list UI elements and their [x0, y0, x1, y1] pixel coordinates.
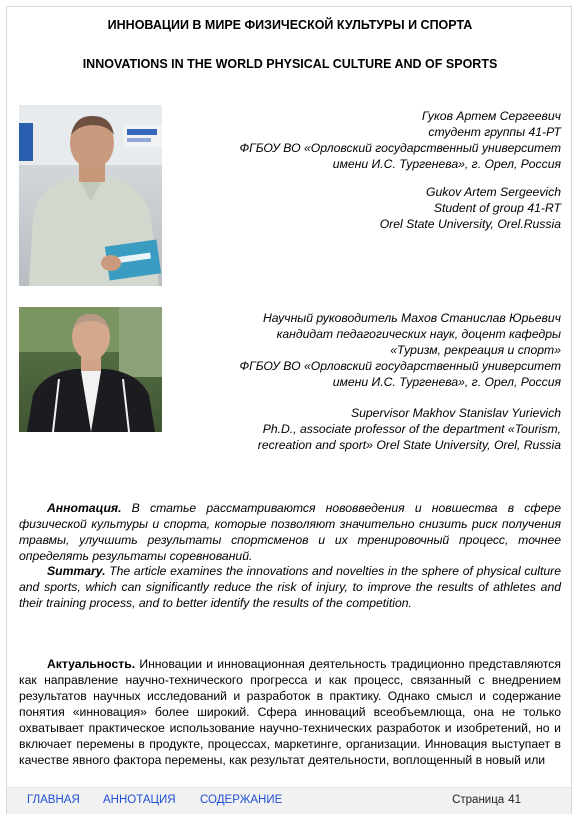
author2-info-en: [258, 405, 561, 453]
abstract-ru-text: В статье рассматриваются нововведения и новшества в сфере физической культуры и спорта, которые позволяют значительно снизить риск получения травмы, улучшить результаты спортсменов и их тренировочный процесс, точнее определять результаты соревнований.: [19, 501, 561, 563]
article-title-ru: ИННОВАЦИИ В МИРЕ ФИЗИЧЕСКОЙ КУЛЬТУРЫ И СПОРТА: [107, 18, 473, 32]
article-title-en: INNOVATIONS IN THE WORLD PHYSICAL CULTURE AND OF SPORTS: [82, 57, 498, 71]
author2-name-ru: Научный руководитель Махов Станислав Юрьевич: [263, 311, 561, 325]
page-number: 41: [508, 794, 521, 806]
body-relevance-text: Инновации и инновационная деятельность традиционно представляются как направление научно-технического прогресса и как процесс, связанный с внедрением результатов научных исследований и разработок в практику. Однако смысл и содержание понятия «инновация» более широкий. Сфера инноваций всеобъемлюща, она не только охватывает практическое использование научно-технических разработок и изобретений, но и включает перемены в продукте, процессах, маркетинге, организации. Инновация выступает в качестве явного фактора перемены, как результат деятельности, воплощенный в новый или: [19, 657, 561, 767]
nav-contents-link[interactable]: СОДЕРЖАНИЕ: [200, 794, 283, 806]
author1-location-ru: имени И.С. Тургенева», г. Орел, Россия: [332, 157, 561, 171]
abstract-en-label: Summary.: [47, 564, 106, 578]
author2-location-ru: имени И.С. Тургенева», г. Орел, Россия: [332, 375, 561, 389]
author1-name-en: Gukov Artem Sergeevich: [425, 185, 561, 199]
student-photo-image: [19, 105, 162, 286]
author2-department-en: recreation and sport» Orel State University, Orel, Russia: [257, 438, 561, 452]
author1-position-en: Student of group 41-RT: [433, 201, 561, 215]
author1-university-ru: ФГБОУ ВО «Орловский государственный университет: [239, 141, 561, 155]
author2-university-ru: ФГБОУ ВО «Орловский государственный университет: [239, 359, 561, 373]
author1-university-en: Orel State University, Orel.Russia: [379, 217, 561, 231]
body-relevance-label: Актуальность.: [47, 657, 136, 671]
author2-degree-ru: кандидат педагогических наук, доцент кафедры: [276, 327, 561, 341]
author2-info-ru: [239, 310, 561, 390]
author2-name-en: Supervisor Makhov Stanislav Yurievich: [351, 406, 561, 420]
author-photo-student: [19, 105, 162, 286]
author1-info-en: [380, 184, 561, 232]
page-indicator: [448, 794, 521, 806]
nav-abstract-link[interactable]: АННОТАЦИЯ: [103, 794, 176, 806]
abstract-ru: [19, 500, 561, 564]
author-photo-supervisor: [19, 307, 162, 432]
supervisor-photo-image: [19, 307, 162, 432]
author1-info-ru: [239, 108, 561, 172]
author1-name-ru: Гуков Артем Сергеевич: [421, 109, 561, 123]
nav-home-link[interactable]: ГЛАВНАЯ: [27, 794, 80, 806]
footer-nav-bar: [7, 787, 571, 814]
abstract-en-text: The article examines the innovations and novelties in the sphere of physical culture and sports, which can significantly reduce the risk of injury, to improve the results of athletes and their training process, and to better identify the results of the competition.: [19, 564, 561, 610]
abstract-ru-label: Аннотация.: [47, 501, 122, 515]
author2-degree-en: Ph.D., associate professor of the department «Tourism,: [262, 422, 561, 436]
page-label: Страница: [452, 794, 505, 806]
abstract-en: [19, 563, 561, 611]
author1-position-ru: студент группы 41-РТ: [428, 125, 561, 139]
author2-department-ru: «Туризм, рекреация и спорт»: [390, 343, 561, 357]
body-relevance: [19, 656, 561, 778]
